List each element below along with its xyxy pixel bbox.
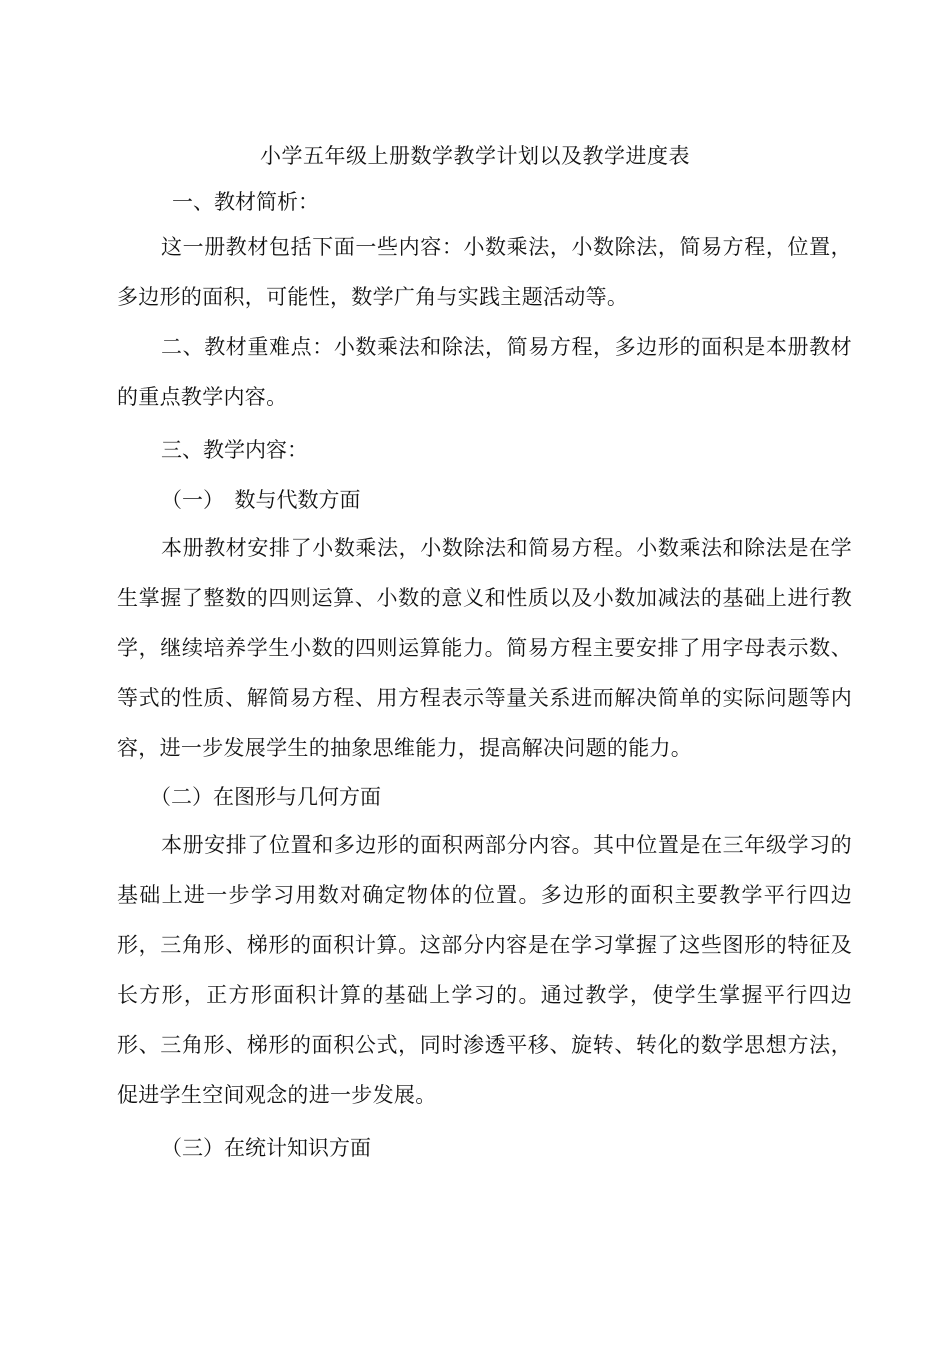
- section-heading-teaching-content: 三、教学内容：: [161, 438, 308, 462]
- subsection-heading-statistics: （三）在统计知识方面: [161, 1136, 371, 1160]
- paragraph-textbook-contents: 这一册教材包括下面一些内容：小数乘法，小数除法，简易方程，位置，多边形的面积，可能性，数学广角与实践主题活动等。: [117, 235, 852, 309]
- paragraph-numbers-algebra: 本册教材安排了小数乘法，小数除法和简易方程。小数乘法和除法是在学生掌握了整数的四则运算、小数的意义和性质以及小数加减法的基础上进行教学，继续培养学生小数的四则运算能力。简易方程主要安排了用字母表示数、等式的性质、解简易方程、用方程表示等量关系进而解决简单的实际问题等内容，进一步发展学生的抽象思维能力，提高解决问题的能力。: [117, 536, 852, 760]
- paragraph-geometry: 本册安排了位置和多边形的面积两部分内容。其中位置是在三年级学习的基础上进一步学习用数对确定物体的位置。多边形的面积主要教学平行四边形，三角形、梯形的面积计算。这部分内容是在学习掌握了这些图形的特征及长方形，正方形面积计算的基础上学习的。通过教学，使学生掌握平行四边形、三角形、梯形的面积公式，同时渗透平移、旋转、转化的数学思想方法，促进学生空间观念的进一步发展。: [117, 833, 852, 1107]
- paragraph-key-difficulties: 二、教材重难点：小数乘法和除法，简易方程，多边形的面积是本册教材的重点教学内容。: [117, 335, 852, 409]
- section-heading-textbook-analysis: 一、教材简析：: [172, 190, 319, 214]
- subsection-heading-geometry: （二）在图形与几何方面: [150, 785, 381, 809]
- subsection-heading-numbers-algebra: （一） 数与代数方面: [161, 488, 361, 512]
- document-title: 小学五年级上册数学教学计划以及教学进度表: [260, 144, 690, 168]
